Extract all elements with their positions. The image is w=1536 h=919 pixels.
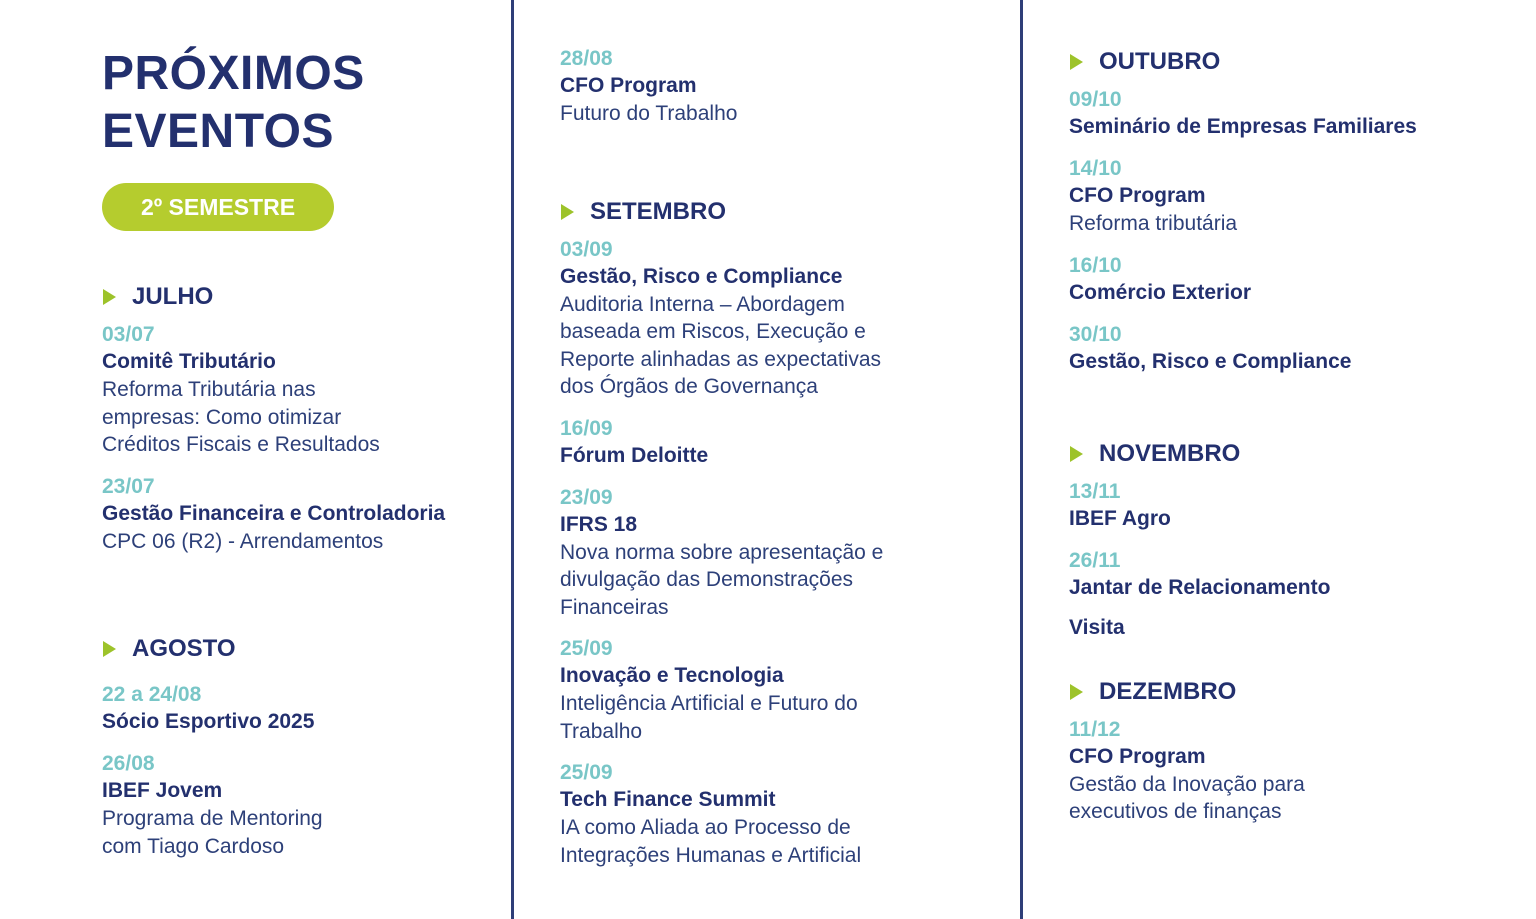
page-title xyxy=(102,45,492,161)
title-line-1: PRÓXIMOS xyxy=(102,47,365,100)
column-3 xyxy=(1069,48,1509,840)
event-description-line: Financeiras xyxy=(560,595,669,619)
event-description-line: executivos de finanças xyxy=(1069,800,1282,823)
event-date: 14/10 xyxy=(1069,157,1122,180)
event-date: 09/10 xyxy=(1069,88,1122,111)
event-item xyxy=(1069,547,1509,642)
event-date: 28/08 xyxy=(560,47,613,70)
semester-badge: 2º SEMESTRE xyxy=(102,183,334,231)
event-extra-name: Visita xyxy=(1069,615,1125,639)
column-2 xyxy=(560,45,980,883)
event-item xyxy=(1069,478,1509,533)
event-date: 25/09 xyxy=(560,637,613,660)
month-header-novembro xyxy=(1070,440,1509,468)
event-date: 16/09 xyxy=(560,416,613,440)
event-name: Fórum Deloitte xyxy=(560,443,709,467)
month-label: OUTUBRO xyxy=(1099,48,1221,75)
event-description-line: Reporte alinhadas as expectativas xyxy=(560,347,882,371)
event-date: 22 a 24/08 xyxy=(102,683,202,706)
event-item xyxy=(560,415,980,470)
event-description-line: Inteligência Artificial e Futuro do xyxy=(560,692,858,715)
event-name: Tech Finance Summit xyxy=(560,788,776,811)
triangle-bullet-icon xyxy=(1070,684,1083,700)
event-description-line: Nova norma sobre apresentação e xyxy=(560,540,884,564)
event-date: 26/08 xyxy=(102,752,155,775)
event-name: IBEF Jovem xyxy=(102,779,223,802)
event-description-line: Programa de Mentoring xyxy=(102,807,323,830)
event-description-line: empresas: Como otimizar xyxy=(102,405,342,429)
triangle-bullet-icon xyxy=(103,641,116,657)
event-description-line: IA como Aliada ao Processo de xyxy=(560,816,851,839)
month-label: AGOSTO xyxy=(132,635,236,662)
event-date: 11/12 xyxy=(1069,717,1121,741)
month-header-setembro xyxy=(561,198,980,226)
event-name: Sócio Esportivo 2025 xyxy=(102,710,315,733)
event-item xyxy=(560,45,980,128)
month-header-julho xyxy=(103,283,492,311)
event-item xyxy=(102,473,492,556)
event-item xyxy=(560,484,980,622)
event-description-line: dos Órgãos de Governança xyxy=(560,375,818,398)
event-date: 25/09 xyxy=(560,761,613,784)
event-item xyxy=(102,321,492,459)
event-item xyxy=(560,759,980,869)
event-name: Seminário de Empresas Familiares xyxy=(1069,115,1417,138)
event-date: 03/07 xyxy=(102,323,155,346)
event-description-line: Trabalho xyxy=(560,719,643,743)
month-header-outubro xyxy=(1070,48,1509,76)
event-description-line: CPC 06 (R2) - Arrendamentos xyxy=(102,529,384,553)
event-description-line: Gestão da Inovação para xyxy=(1069,772,1305,796)
triangle-bullet-icon xyxy=(1070,446,1083,462)
event-name: CFO Program xyxy=(1069,184,1206,207)
month-label: DEZEMBRO xyxy=(1099,677,1237,705)
event-date: 13/11 xyxy=(1069,479,1121,503)
event-item xyxy=(102,750,492,860)
event-date: 03/09 xyxy=(560,237,613,261)
event-item xyxy=(1069,86,1509,141)
event-item xyxy=(560,236,980,401)
event-item xyxy=(1069,155,1509,238)
event-item xyxy=(560,635,980,745)
event-name: Gestão, Risco e Compliance xyxy=(1069,349,1352,373)
event-name: Inovação e Tecnologia xyxy=(560,664,784,687)
event-name: CFO Program xyxy=(560,74,697,97)
event-description-line: Reforma tributária xyxy=(1069,212,1238,235)
triangle-bullet-icon xyxy=(103,289,116,305)
event-description-line: Integrações Humanas e Artificial xyxy=(560,843,862,867)
event-description-line: com Tiago Cardoso xyxy=(102,834,285,858)
event-item xyxy=(1069,321,1509,376)
month-label: SETEMBRO xyxy=(590,197,727,225)
event-date: 23/07 xyxy=(102,474,155,498)
triangle-bullet-icon xyxy=(1070,54,1083,70)
column-divider-left xyxy=(511,0,514,919)
column-1 xyxy=(102,45,492,874)
event-date: 16/10 xyxy=(1069,253,1122,277)
event-name: Gestão, Risco e Compliance xyxy=(560,264,843,288)
event-name: Comitê Tributário xyxy=(102,350,276,373)
event-name: IBEF Agro xyxy=(1069,506,1171,530)
event-name: Gestão Financeira e Controladoria xyxy=(102,501,446,525)
event-item xyxy=(1069,252,1509,307)
month-label: JULHO xyxy=(132,283,214,310)
event-name: IFRS 18 xyxy=(560,512,638,536)
event-date: 30/10 xyxy=(1069,322,1122,346)
event-date: 26/11 xyxy=(1069,548,1121,572)
month-header-agosto xyxy=(103,635,492,663)
event-description-line: Futuro do Trabalho xyxy=(560,102,738,125)
column-divider-right xyxy=(1020,0,1023,919)
event-description-line: Créditos Fiscais e Resultados xyxy=(102,433,380,456)
event-name: CFO Program xyxy=(1069,744,1206,768)
event-name: Comércio Exterior xyxy=(1069,280,1252,304)
month-label: NOVEMBRO xyxy=(1099,439,1241,467)
event-date: 23/09 xyxy=(560,485,613,509)
event-name: Jantar de Relacionamento xyxy=(1069,575,1331,599)
triangle-bullet-icon xyxy=(561,204,574,220)
event-item xyxy=(102,681,492,736)
month-header-dezembro xyxy=(1070,678,1509,706)
event-description-line: divulgação das Demonstrações xyxy=(560,568,853,591)
event-item xyxy=(1069,716,1509,826)
event-description-line: baseada em Riscos, Execução e xyxy=(560,320,866,343)
event-description-line: Auditoria Interna – Abordagem xyxy=(560,292,845,316)
event-description-line: Reforma Tributária nas xyxy=(102,378,316,401)
title-line-2: EVENTOS xyxy=(102,105,335,158)
